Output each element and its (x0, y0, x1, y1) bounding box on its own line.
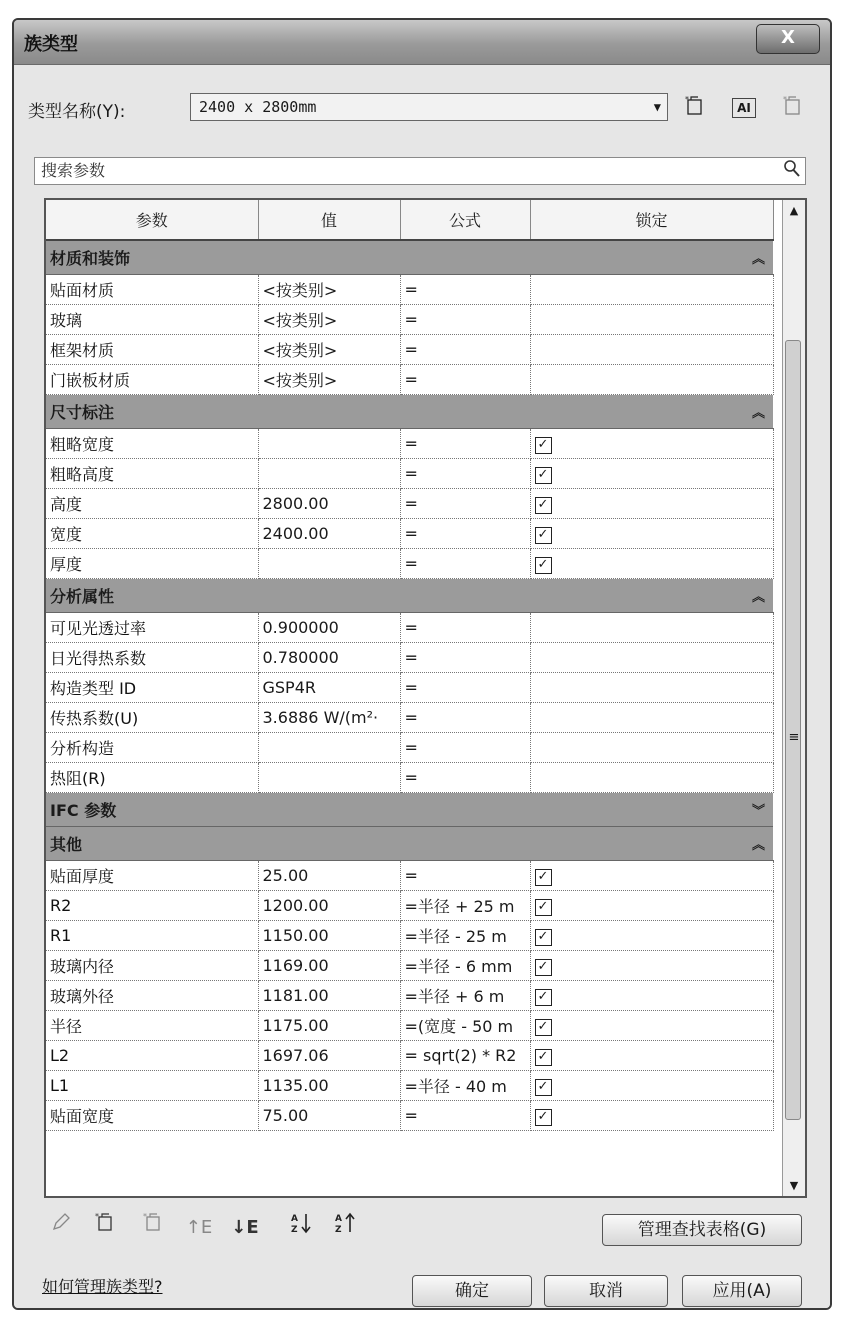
table-row[interactable] (46, 642, 773, 672)
formula-cell[interactable]: = (400, 364, 530, 394)
formula-cell[interactable]: = (400, 732, 530, 762)
lock-checkbox[interactable]: ✓ (535, 899, 552, 916)
lock-checkbox[interactable]: ✓ (535, 557, 552, 574)
svg-text:*: * (685, 95, 689, 104)
rename-type-icon[interactable]: AI (732, 98, 756, 118)
table-row[interactable] (46, 950, 773, 980)
type-name-value: 2400 x 2800mm (199, 98, 317, 116)
collapse-chevron-icon[interactable]: ︽ (751, 252, 765, 267)
lock-cell[interactable] (530, 732, 773, 762)
column-header-parameter[interactable]: 参数 (46, 200, 258, 240)
svg-text:*: * (143, 1212, 147, 1221)
lock-cell[interactable] (530, 642, 773, 672)
parameter-toolbar (44, 1211, 444, 1247)
manage-lookup-tables-button[interactable]: 管理查找表格(G) (602, 1214, 802, 1246)
table-row[interactable] (46, 890, 773, 920)
formula-cell[interactable]: = (400, 518, 530, 548)
dialog-body (14, 65, 830, 1308)
value-cell[interactable]: 0.900000 (258, 612, 400, 642)
collapse-chevron-icon[interactable]: ︽ (751, 837, 765, 853)
lock-checkbox[interactable]: ✓ (535, 1109, 552, 1126)
ok-button[interactable]: 确定 (412, 1275, 532, 1307)
lock-cell[interactable] (530, 518, 773, 548)
group-name: 分析属性 (50, 586, 115, 606)
table-row[interactable] (46, 428, 773, 458)
scroll-down-icon[interactable]: ▼ (789, 1179, 799, 1192)
parameter-name-cell: 贴面宽度 (46, 1100, 258, 1130)
search-placeholder: 搜索参数 (41, 161, 106, 180)
formula-cell[interactable]: = (400, 548, 530, 578)
parameter-name-cell: 半径 (46, 1010, 258, 1040)
group-header[interactable] (46, 240, 773, 274)
parameter-name-cell: 贴面材质 (46, 274, 258, 304)
table-row[interactable] (46, 860, 773, 890)
table-row[interactable] (46, 304, 773, 334)
formula-cell[interactable]: = (400, 642, 530, 672)
lock-cell[interactable] (530, 548, 773, 578)
lock-cell[interactable] (530, 860, 773, 890)
table-header-row (46, 200, 773, 240)
lock-checkbox[interactable]: ✓ (535, 1019, 552, 1036)
value-cell[interactable]: 2800.00 (258, 488, 400, 518)
value-cell[interactable]: 1697.06 (258, 1040, 400, 1070)
table-row[interactable] (46, 762, 773, 792)
parameter-name-cell: 粗略高度 (46, 458, 258, 488)
formula-cell[interactable]: =半径 - 25 m (400, 920, 530, 950)
table-body (46, 240, 773, 1130)
group-name: 尺寸标注 (50, 402, 115, 422)
lock-cell[interactable] (530, 1070, 773, 1100)
dropdown-arrow-icon[interactable]: ▼ (653, 100, 661, 114)
parameter-name-cell: 日光得热系数 (46, 642, 258, 672)
parameter-name-cell: 玻璃内径 (46, 950, 258, 980)
group-row[interactable] (46, 394, 773, 428)
parameter-name-cell: 分析构造 (46, 732, 258, 762)
parameter-name-cell: R2 (46, 890, 258, 920)
lock-checkbox[interactable]: ✓ (535, 869, 552, 886)
parameter-name-cell: 宽度 (46, 518, 258, 548)
lock-cell[interactable] (530, 428, 773, 458)
lock-cell[interactable] (530, 890, 773, 920)
lock-cell[interactable] (530, 1010, 773, 1040)
collapse-chevron-icon[interactable]: ︽ (751, 405, 765, 421)
value-cell[interactable]: <按类别> (258, 274, 400, 304)
parameter-name-cell: 玻璃外径 (46, 980, 258, 1010)
formula-cell[interactable]: = (400, 702, 530, 732)
collapse-chevron-icon[interactable]: ︽ (751, 589, 765, 605)
lock-checkbox[interactable]: ✓ (535, 527, 552, 544)
lock-cell[interactable] (530, 274, 773, 304)
lock-checkbox[interactable]: ✓ (535, 959, 552, 976)
scrollbar-grip-icon: ≡ (788, 730, 800, 745)
table-row[interactable] (46, 488, 773, 518)
parameter-name-cell: L2 (46, 1040, 258, 1070)
svg-text:Z: Z (335, 1225, 342, 1235)
value-cell[interactable]: 1169.00 (258, 950, 400, 980)
lock-cell[interactable] (530, 950, 773, 980)
lock-checkbox[interactable]: ✓ (535, 437, 552, 454)
group-header[interactable] (46, 826, 773, 860)
formula-cell[interactable]: = (400, 428, 530, 458)
value-cell[interactable]: 1181.00 (258, 980, 400, 1010)
move-down-icon[interactable]: ↓E (231, 1217, 259, 1238)
group-row[interactable] (46, 826, 773, 860)
lock-cell[interactable] (530, 920, 773, 950)
value-cell[interactable] (258, 732, 400, 762)
column-header-formula[interactable]: 公式 (400, 200, 530, 240)
formula-cell[interactable]: = (400, 488, 530, 518)
column-header-lock[interactable]: 锁定 (530, 200, 773, 240)
lock-cell[interactable] (530, 458, 773, 488)
formula-cell[interactable]: = (400, 860, 530, 890)
group-header[interactable] (46, 792, 773, 826)
vertical-scrollbar[interactable] (782, 200, 805, 1196)
formula-cell[interactable]: = (400, 672, 530, 702)
delete-parameter-icon[interactable] (136, 1211, 170, 1245)
svg-text:Z: Z (291, 1225, 298, 1235)
value-cell[interactable]: 1150.00 (258, 920, 400, 950)
sort-ascending-icon[interactable] (284, 1211, 318, 1245)
parameter-name-cell: 高度 (46, 488, 258, 518)
value-cell[interactable] (258, 428, 400, 458)
lock-cell[interactable] (530, 334, 773, 364)
lock-cell[interactable] (530, 304, 773, 334)
table-row[interactable] (46, 364, 773, 394)
family-types-dialog (12, 18, 832, 1310)
parameter-name-cell: 粗略宽度 (46, 428, 258, 458)
value-cell[interactable]: GSP4R (258, 672, 400, 702)
formula-cell[interactable]: =半径 + 25 m (400, 890, 530, 920)
group-header[interactable] (46, 394, 773, 428)
table-row[interactable] (46, 1070, 773, 1100)
formula-cell[interactable]: = (400, 458, 530, 488)
title-bar (14, 20, 830, 65)
move-up-icon[interactable]: ↑E (185, 1217, 213, 1238)
parameter-name-cell: R1 (46, 920, 258, 950)
lock-cell[interactable] (530, 488, 773, 518)
table-row[interactable] (46, 1010, 773, 1040)
type-name-label: 类型名称(Y): (28, 102, 126, 122)
value-cell[interactable]: <按类别> (258, 304, 400, 334)
group-header[interactable] (46, 578, 773, 612)
value-cell[interactable] (258, 762, 400, 792)
lock-checkbox[interactable]: ✓ (535, 929, 552, 946)
parameter-name-cell: 玻璃 (46, 304, 258, 334)
value-cell[interactable] (258, 548, 400, 578)
table-row[interactable] (46, 334, 773, 364)
formula-cell[interactable]: = (400, 334, 530, 364)
formula-cell[interactable]: =半径 - 6 mm (400, 950, 530, 980)
parameter-name-cell: 门嵌板材质 (46, 364, 258, 394)
scroll-up-icon[interactable]: ▲ (789, 204, 799, 217)
lock-checkbox[interactable]: ✓ (535, 989, 552, 1006)
group-row[interactable] (46, 240, 773, 274)
value-cell[interactable]: 2400.00 (258, 518, 400, 548)
formula-cell[interactable]: =(宽度 - 50 m (400, 1010, 530, 1040)
value-cell[interactable]: 0.780000 (258, 642, 400, 672)
parameter-name-cell: 贴面厚度 (46, 860, 258, 890)
svg-text:A: A (335, 1214, 342, 1224)
table-row[interactable] (46, 1040, 773, 1070)
expand-chevron-icon[interactable]: ︾ (751, 803, 765, 819)
parameters-grid (44, 198, 807, 1198)
lock-cell[interactable] (530, 364, 773, 394)
lock-cell[interactable] (530, 1100, 773, 1130)
formula-cell[interactable]: = (400, 274, 530, 304)
lock-cell[interactable] (530, 702, 773, 732)
lock-cell[interactable] (530, 762, 773, 792)
formula-cell[interactable]: = (400, 1100, 530, 1130)
svg-text:*: * (783, 95, 787, 104)
formula-cell[interactable]: = sqrt(2) * R2 (400, 1040, 530, 1070)
type-name-row (28, 93, 818, 123)
table-row[interactable] (46, 732, 773, 762)
table-row[interactable] (46, 612, 773, 642)
formula-cell[interactable]: = (400, 304, 530, 334)
parameter-name-cell: 框架材质 (46, 334, 258, 364)
table-row[interactable] (46, 548, 773, 578)
new-type-icon[interactable] (682, 94, 708, 120)
formula-cell[interactable]: =半径 - 40 m (400, 1070, 530, 1100)
sort-descending-icon[interactable] (328, 1211, 362, 1245)
type-name-dropdown[interactable] (190, 93, 668, 121)
parameter-name-cell: 传热系数(U) (46, 702, 258, 732)
lock-cell[interactable] (530, 980, 773, 1010)
group-name: IFC 参数 (50, 800, 117, 820)
lock-cell[interactable] (530, 612, 773, 642)
value-cell[interactable]: 1175.00 (258, 1010, 400, 1040)
svg-text:A: A (291, 1214, 298, 1224)
lock-cell[interactable] (530, 672, 773, 702)
value-cell[interactable]: 75.00 (258, 1100, 400, 1130)
value-cell[interactable]: 3.6886 W/(m²· (258, 702, 400, 732)
value-cell[interactable]: 1135.00 (258, 1070, 400, 1100)
lock-checkbox[interactable]: ✓ (535, 467, 552, 484)
lock-checkbox[interactable]: ✓ (535, 1079, 552, 1096)
lock-checkbox[interactable]: ✓ (535, 497, 552, 514)
value-cell[interactable]: 1200.00 (258, 890, 400, 920)
table-row[interactable] (46, 1100, 773, 1130)
help-link[interactable]: 如何管理族类型? (42, 1277, 163, 1296)
lock-checkbox[interactable]: ✓ (535, 1049, 552, 1066)
value-cell[interactable]: <按类别> (258, 364, 400, 394)
table-row[interactable] (46, 980, 773, 1010)
table-row[interactable] (46, 458, 773, 488)
delete-type-icon[interactable] (780, 94, 806, 120)
value-cell[interactable]: 25.00 (258, 860, 400, 890)
table-row[interactable] (46, 672, 773, 702)
table-row[interactable] (46, 702, 773, 732)
lock-cell[interactable] (530, 1040, 773, 1070)
formula-cell[interactable]: = (400, 612, 530, 642)
edit-parameter-icon[interactable] (44, 1211, 78, 1245)
column-header-value[interactable]: 值 (258, 200, 400, 240)
formula-cell[interactable]: = (400, 762, 530, 792)
svg-text:*: * (95, 1212, 99, 1221)
formula-cell[interactable]: =半径 + 6 m (400, 980, 530, 1010)
cancel-button[interactable]: 取消 (544, 1275, 668, 1307)
table-row[interactable] (46, 920, 773, 950)
apply-button[interactable]: 应用(A) (682, 1275, 802, 1307)
close-button[interactable]: X (756, 24, 820, 54)
group-row[interactable] (46, 578, 773, 612)
new-parameter-icon[interactable] (88, 1211, 122, 1245)
parameters-table (46, 200, 774, 1131)
table-row[interactable] (46, 518, 773, 548)
parameter-name-cell: 热阻(R) (46, 762, 258, 792)
group-row[interactable] (46, 792, 773, 826)
parameter-name-cell: L1 (46, 1070, 258, 1100)
value-cell[interactable] (258, 458, 400, 488)
group-name: 材质和装饰 (50, 248, 131, 268)
search-parameters-input[interactable] (34, 157, 806, 185)
value-cell[interactable]: <按类别> (258, 334, 400, 364)
parameter-name-cell: 厚度 (46, 548, 258, 578)
parameter-name-cell: 构造类型 ID (46, 672, 258, 702)
search-icon[interactable] (783, 158, 801, 186)
window-title: 族类型 (24, 34, 78, 55)
group-name: 其他 (50, 834, 83, 854)
table-row[interactable] (46, 274, 773, 304)
parameter-name-cell: 可见光透过率 (46, 612, 258, 642)
